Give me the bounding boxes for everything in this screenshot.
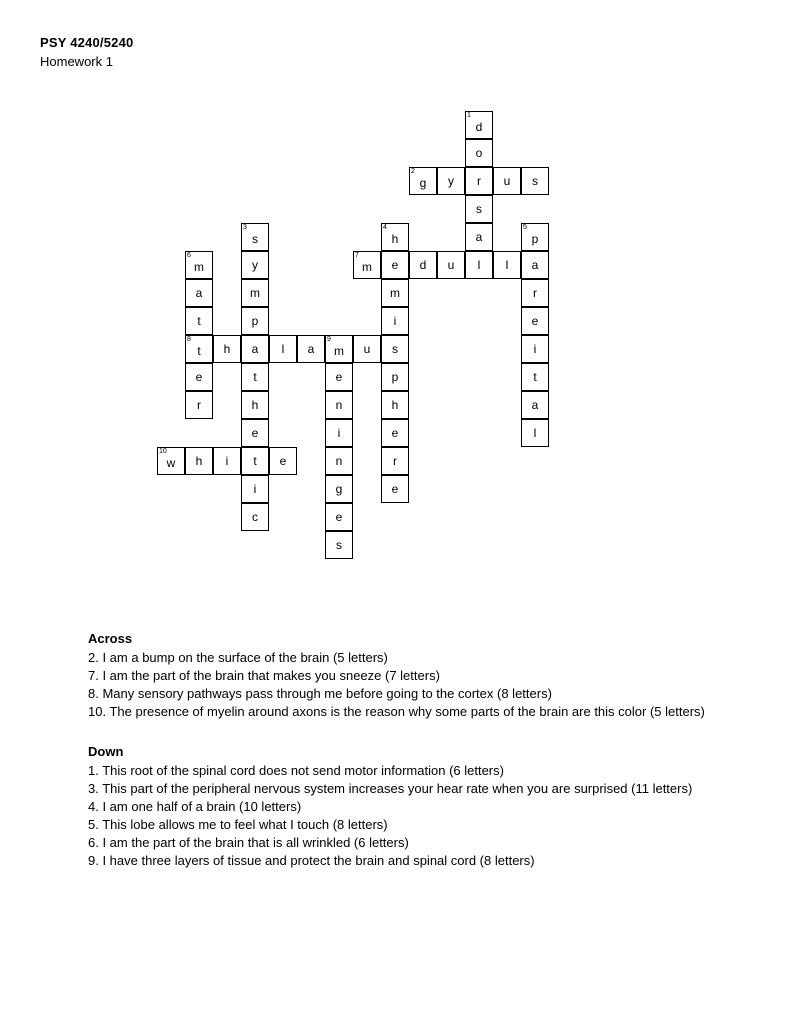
down-clue-item: 1. This root of the spinal cord does not send motor information (6 letters) [88,763,504,778]
crossword-cell[interactable] [521,167,549,195]
crossword-cell[interactable] [157,447,185,475]
crossword-cell[interactable] [381,391,409,419]
crossword-cell[interactable] [437,251,465,279]
down-clue-item: 4. I am one half of a brain (10 letters) [88,799,302,814]
crossword-cell-letter: n [335,398,343,412]
crossword-cell-letter: n [335,454,343,468]
crossword-cell-letter: h [223,342,231,356]
page-subtitle: Homework 1 [40,54,113,69]
clues-down [88,743,748,870]
crossword-cell-letter: y [448,174,454,188]
crossword-cell-letter: e [279,454,287,468]
crossword-cell-letter: m [362,259,372,274]
crossword-cell-letter: g [419,175,427,190]
crossword-cell-letter: s [392,342,398,356]
crossword-cell[interactable] [241,251,269,279]
crossword-cell-letter: t [197,314,201,328]
crossword-cell-letter: i [337,426,341,440]
crossword-cell[interactable] [241,307,269,335]
crossword-cell[interactable] [241,419,269,447]
crossword-cell-letter: m [194,259,204,274]
crossword-cell-number: 4 [383,224,387,231]
crossword-cell[interactable] [325,335,353,363]
crossword-cell[interactable] [521,363,549,391]
crossword-cell[interactable] [521,335,549,363]
crossword-cell[interactable] [381,475,409,503]
crossword-cell[interactable] [241,391,269,419]
crossword-cell-letter: t [197,343,201,358]
crossword-cell[interactable] [521,223,549,251]
crossword-cell-letter: s [476,202,482,216]
crossword-cell-letter: a [531,258,539,272]
crossword-cell-letter: e [391,258,399,272]
crossword-cell-letter: r [533,286,537,300]
crossword-cell[interactable] [213,447,241,475]
crossword-cell-letter: u [503,174,511,188]
down-clue-item: 3. This part of the peripheral nervous system increases your hear rate when you are surprised (11 letters) [88,781,693,796]
crossword-cell-letter: l [505,258,509,272]
crossword-cell[interactable] [185,391,213,419]
crossword-cell[interactable] [241,475,269,503]
clues-section [88,630,748,870]
crossword-cell[interactable] [241,503,269,531]
crossword-cell-number: 1 [467,112,471,119]
crossword-cell[interactable] [213,335,241,363]
crossword-cell[interactable] [381,307,409,335]
crossword-cell-number: 8 [187,336,191,343]
crossword-cell[interactable] [409,167,437,195]
crossword-cell[interactable] [381,335,409,363]
crossword-cell-letter: m [390,286,400,300]
crossword-cell-letter: r [393,454,397,468]
crossword-cell[interactable] [185,447,213,475]
across-heading: Across [88,631,133,646]
crossword-cell-letter: e [391,482,399,496]
crossword-cell-letter: r [197,398,201,412]
crossword-cell[interactable] [465,195,493,223]
across-clue-item: 7. I am the part of the brain that makes you sneeze (7 letters) [88,668,440,683]
crossword-cell-letter: a [195,286,203,300]
crossword-cell[interactable] [465,139,493,167]
crossword-cell-letter: a [251,342,259,356]
crossword-cell-letter: a [307,342,315,356]
crossword-cell-number: 2 [411,168,415,175]
crossword-cell-number: 9 [327,336,331,343]
crossword-cell[interactable] [325,363,353,391]
across-clue-item: 10. The presence of myelin around axons is the reason why some parts of the brain are this color (5 letters) [88,704,705,719]
down-heading: Down [88,744,124,759]
crossword-cell-letter: w [166,455,176,470]
crossword-cell-letter: o [475,146,483,160]
crossword-cell[interactable] [269,335,297,363]
crossword-cell-letter: s [336,538,342,552]
crossword-cell[interactable] [465,111,493,139]
page-title: PSY 4240/5240 [40,35,134,50]
crossword-cell-letter: e [391,426,399,440]
crossword-cell-letter: g [335,482,343,496]
crossword-cell-letter: d [475,119,483,134]
crossword-cell-number: 7 [355,252,359,259]
crossword-cell[interactable] [185,307,213,335]
crossword-cell-letter: l [281,342,285,356]
crossword-cell-letter: e [335,370,343,384]
crossword-cell[interactable] [325,503,353,531]
crossword-cell[interactable] [437,167,465,195]
crossword-cell[interactable] [465,223,493,251]
crossword-cell-letter: r [477,174,481,188]
crossword-cell-letter: p [251,314,259,328]
crossword-cell[interactable] [493,167,521,195]
crossword-cell-letter: m [250,286,260,300]
crossword-cell-letter: h [391,398,399,412]
crossword-cell-number: 3 [243,224,247,231]
crossword-cell[interactable] [241,447,269,475]
crossword-cell-letter: u [363,342,371,356]
crossword-cell-letter: t [253,370,257,384]
crossword-cell[interactable] [241,223,269,251]
crossword-cell-letter: l [477,258,481,272]
crossword-cell-letter: h [391,231,399,246]
crossword-cell[interactable] [325,447,353,475]
crossword-cell-letter: i [225,454,229,468]
crossword-cell-letter: t [253,454,257,468]
crossword-cell[interactable] [409,251,437,279]
crossword-cell[interactable] [381,363,409,391]
crossword-cell[interactable] [325,531,353,559]
crossword-cell[interactable] [381,279,409,307]
crossword-cell-letter: p [531,231,539,246]
down-clue-list [88,762,748,870]
crossword-cell[interactable] [297,335,325,363]
crossword-cell-letter: e [335,510,343,524]
crossword-cell[interactable] [381,447,409,475]
crossword-cell-letter: e [531,314,539,328]
crossword-cell-letter: y [252,258,258,272]
across-clue-list [88,649,748,721]
crossword-cell[interactable] [465,251,493,279]
crossword-cell-letter: h [195,454,203,468]
crossword-cell-letter: s [532,174,538,188]
crossword-cell[interactable] [325,475,353,503]
clues-across [88,630,748,721]
crossword-cell-letter: a [475,230,483,244]
crossword-cell[interactable] [381,419,409,447]
crossword-cell-letter: t [533,370,537,384]
crossword-cell-letter: l [533,426,537,440]
crossword-cell[interactable] [381,223,409,251]
crossword-cell[interactable] [493,251,521,279]
crossword-cell[interactable] [185,363,213,391]
crossword-cell-letter: i [393,314,397,328]
crossword-cell[interactable] [325,419,353,447]
crossword-cell[interactable] [241,363,269,391]
crossword-cell-letter: c [252,510,258,524]
down-clue-item: 6. I am the part of the brain that is all wrinkled (6 letters) [88,835,409,850]
crossword-cell[interactable] [521,391,549,419]
crossword-cell[interactable] [521,279,549,307]
crossword-cell-letter: a [531,398,539,412]
crossword-cell[interactable] [521,419,549,447]
crossword-cell-letter: m [334,343,344,358]
crossword-cell-letter: i [253,482,257,496]
crossword-cell-letter: e [195,370,203,384]
across-clue-item: 8. Many sensory pathways pass through me before going to the cortex (8 letters) [88,686,552,701]
crossword-cell[interactable] [241,335,269,363]
crossword-cell-letter: e [251,426,259,440]
crossword-cell-number: 6 [187,252,191,259]
crossword-cell[interactable] [185,279,213,307]
crossword-cell[interactable] [353,335,381,363]
across-clue-item: 2. I am a bump on the surface of the brain (5 letters) [88,650,388,665]
crossword-cell[interactable] [465,167,493,195]
crossword-cell-letter: d [419,258,427,272]
crossword-cell-letter: p [391,370,399,384]
crossword-cell-letter: h [251,398,259,412]
crossword-cell-number: 10 [159,448,167,455]
crossword-cell[interactable] [381,251,409,279]
crossword-cell-letter: s [252,231,258,246]
crossword-cell[interactable] [353,251,381,279]
crossword-cell-letter: u [447,258,455,272]
down-clue-item: 9. I have three layers of tissue and protect the brain and spinal cord (8 letters) [88,853,535,868]
crossword-cell-letter: i [533,342,537,356]
crossword-cell[interactable] [241,279,269,307]
crossword-cell[interactable] [269,447,297,475]
crossword-cell[interactable] [185,335,213,363]
crossword-cell[interactable] [325,391,353,419]
crossword-cell[interactable] [185,251,213,279]
crossword-cell-number: 5 [523,224,527,231]
crossword-cell[interactable] [521,307,549,335]
down-clue-item: 5. This lobe allows me to feel what I touch (8 letters) [88,817,388,832]
crossword-cell[interactable] [521,251,549,279]
